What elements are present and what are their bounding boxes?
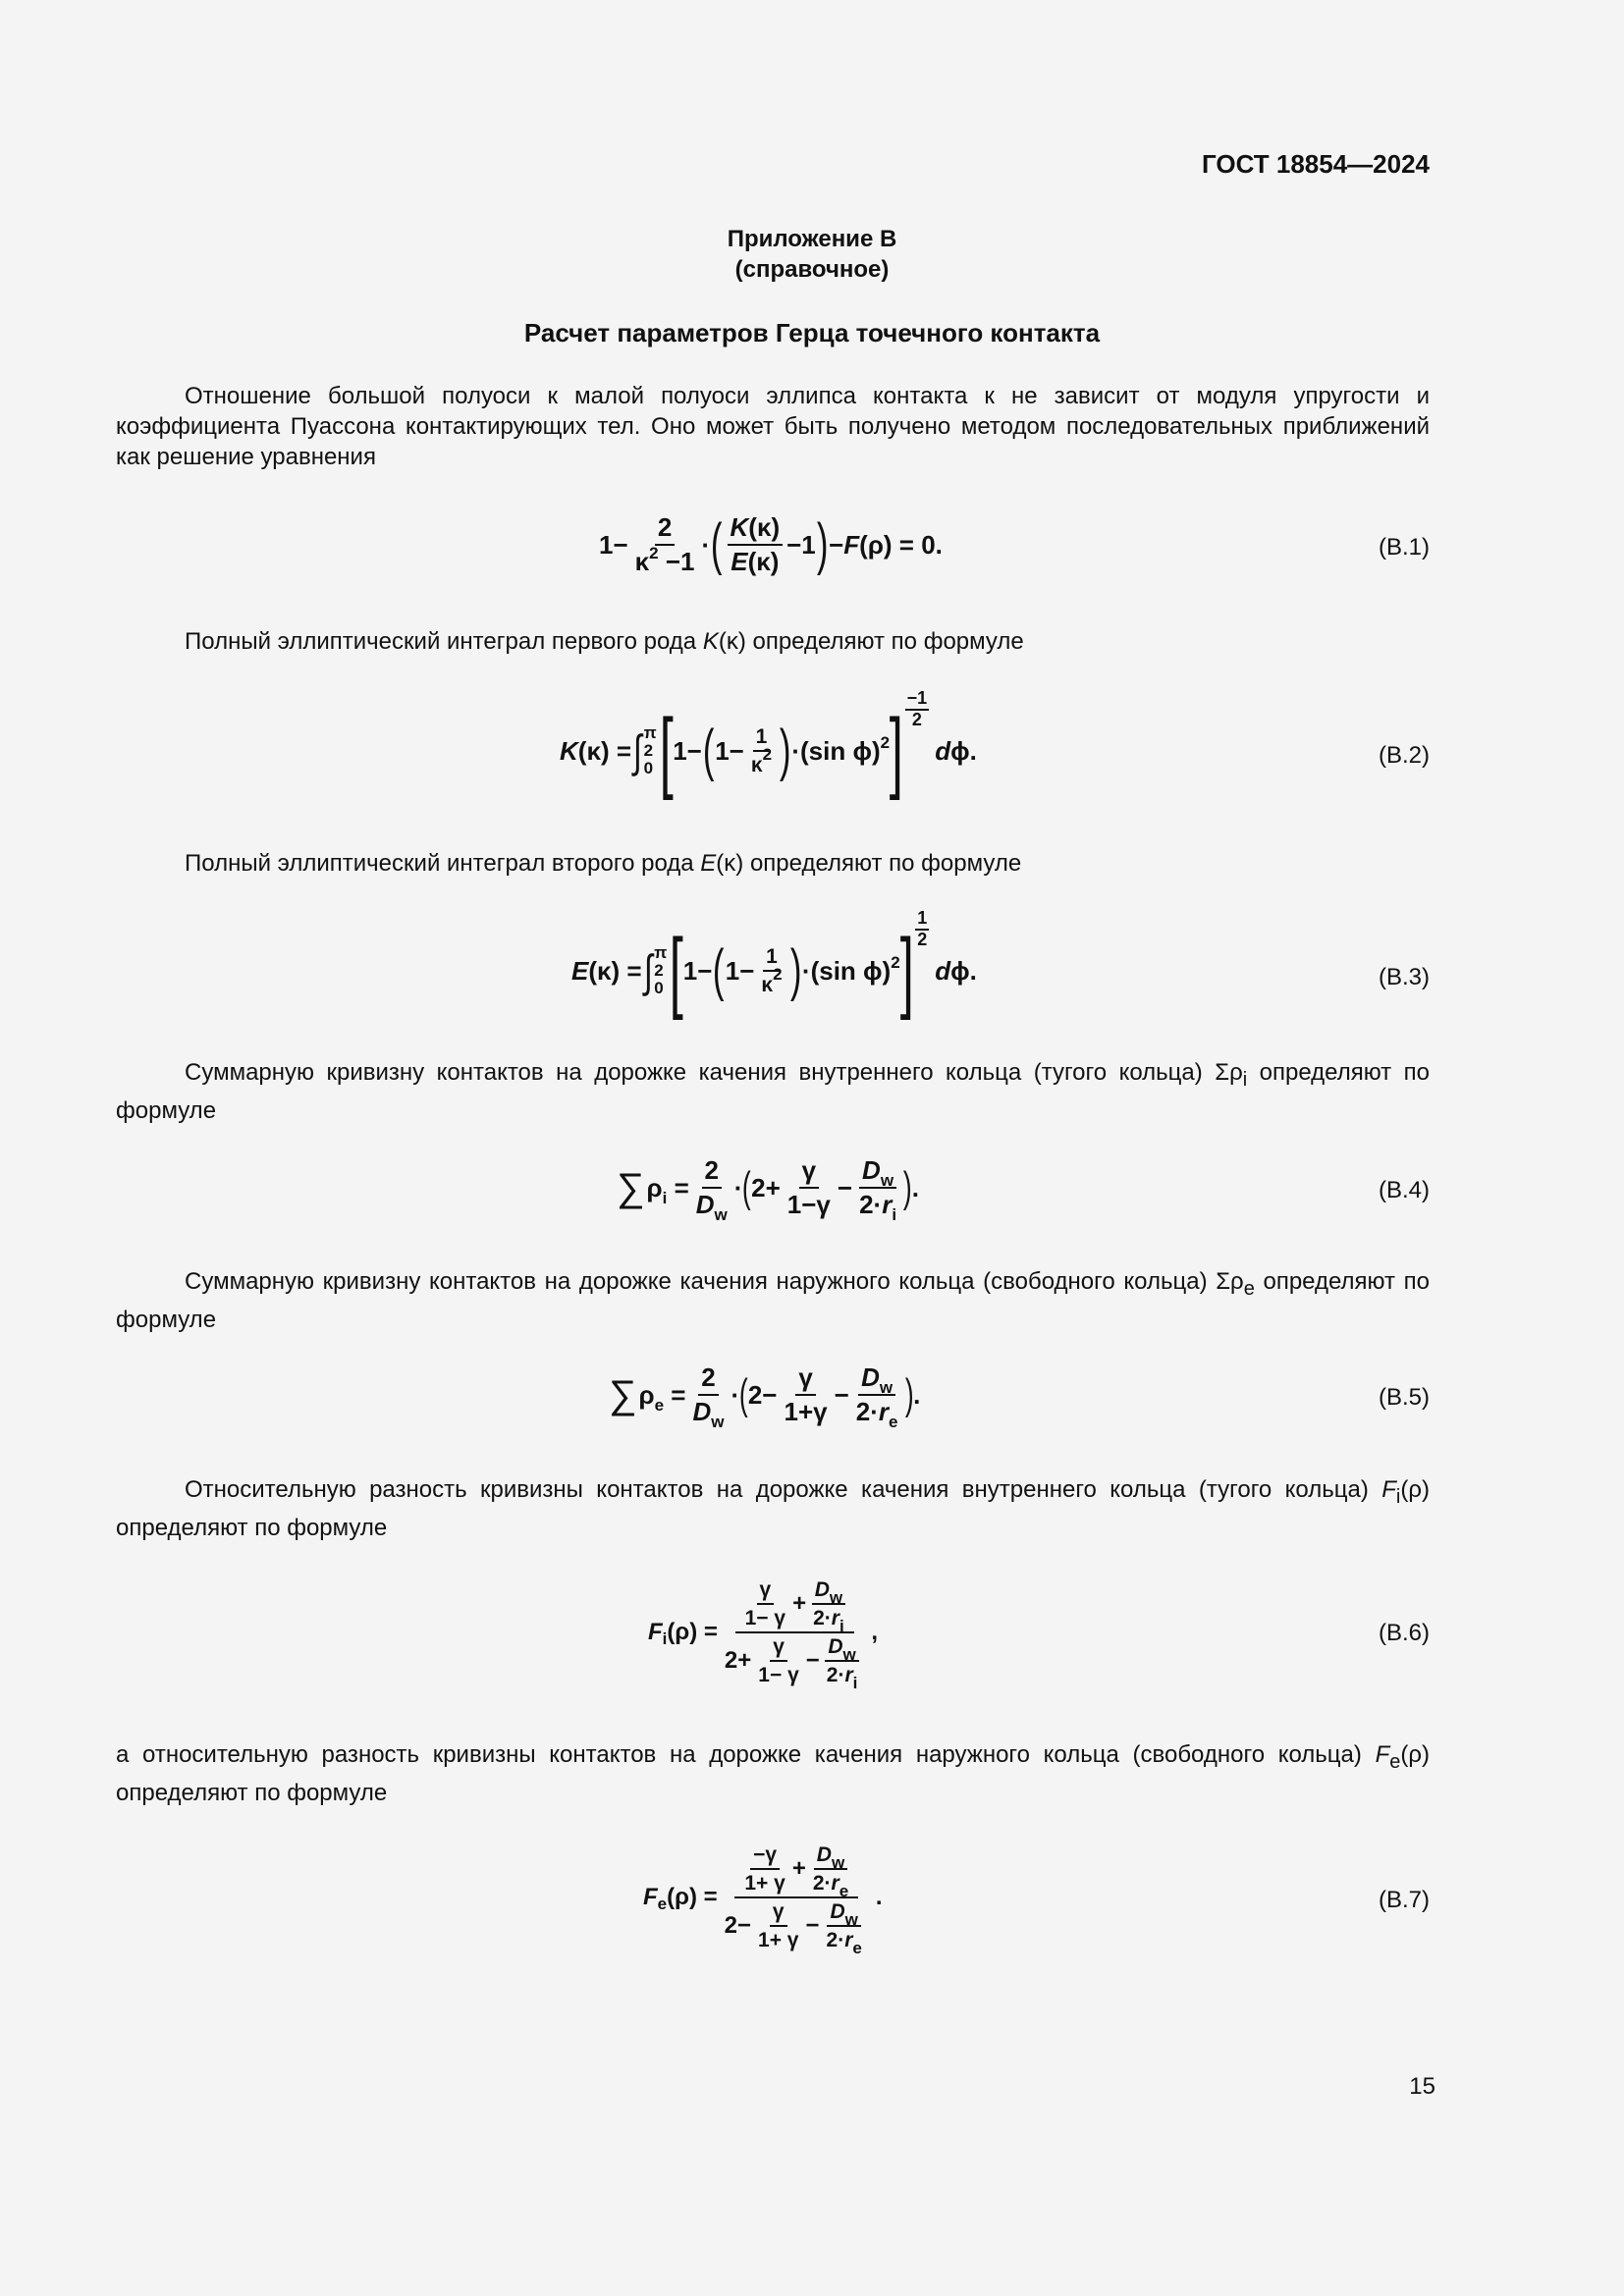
- equation-number: (В.4): [1378, 1177, 1430, 1203]
- paragraph-rel-diff-outer: а относительную разность кривизны контактов на дорожке качения наружного кольца (свободного кольца) $F_e(\rho)$ определяют по формуле: [116, 1741, 1430, 1806]
- equation-number: (В.7): [1378, 1887, 1430, 1913]
- paragraph-sum-curvature-outer: Суммарную кривизну контактов на дорожке качения наружного кольца (свободного кольца) $\Sigma\rho_e$ определяют по формуле: [116, 1268, 1430, 1333]
- paragraph-sum-curvature-inner: Суммарную кривизну контактов на дорожке качения внутреннего кольца (тугого кольца) $\Sigma\rho_i$ определяют по формуле: [116, 1059, 1430, 1124]
- formula-b1: 1− $\frac{2}{\kappa^2 -1}$ · ( $\frac{K(\kappa)}{E(\kappa)}$ −1 ) −F(ρ) = 0.: [599, 512, 943, 576]
- equation-number: (В.3): [1378, 964, 1430, 990]
- paragraph-rel-diff-inner: Относительную разность кривизны контактов на дорожке качения внутреннего кольца (тугого кольца) $F_i(\rho)$ определяют по формуле: [116, 1476, 1430, 1541]
- equation-number: (В.6): [1378, 1620, 1430, 1646]
- appendix-heading: [0, 224, 1624, 285]
- equation-number: (В.2): [1378, 742, 1430, 769]
- formula-b4: ∑ $\rho_i$ = $\frac{2}{D_w}$ · ( 2+ $\frac{\gamma}{1-\gamma}$ − $\frac{D_w}{2\cdot r_i}$ ) .: [617, 1155, 919, 1224]
- appendix-subtitle: (справочное): [734, 256, 890, 283]
- formula-b3: E (κ) = ∫ π 2 0 [ 1− ( 1− $\frac{1}{\kappa^2}$ ) ·(sin ϕ)$^2$ ] 1 2 d ϕ.: [571, 908, 977, 1021]
- section-title: Расчет параметров Герца точечного контакта: [523, 318, 1101, 347]
- page-number: 15: [1409, 2073, 1435, 2100]
- formula-b7: F e (ρ) = $\frac{-\gamma}{1+ \gamma}$ + $\frac{D_w}{2\cdot r_e}$ 2− $\frac{\gamma}{1+ \gamma}$ − $\frac{D_w}{2\cdot r_e}$ .: [643, 1842, 883, 1958]
- paragraph-e-integral: Полный эллиптический интеграл второго рода E(κ) определяют по формуле: [185, 850, 1022, 877]
- paragraph-intro: Отношение большой полуоси к малой полуоси эллипса контакта к не зависит от модуля упругости и коэффициента Пуассона контактирующих тел. Оно может быть получено методом последовательных приближений как решение уравнения: [116, 383, 1430, 470]
- equation-number: (В.5): [1378, 1384, 1430, 1411]
- paragraph-k-integral: Полный эллиптический интеграл первого рода K(κ) определяют по формуле: [185, 628, 1024, 655]
- formula-b2: K (κ) = ∫ π 2 0 [ 1− ( 1− $\frac{1}{\kappa^2}$ ) ·(sin ϕ)$^2$ ] −1 2 d ϕ.: [560, 688, 977, 801]
- formula-b5: ∑ $\rho_e$ = $\frac{2}{D_w}$ · ( 2− $\frac{\gamma}{1+\gamma}$ − $\frac{D_w}{2\cdot r_e}$ ) .: [609, 1362, 921, 1431]
- appendix-title: Приложение В: [727, 226, 897, 252]
- formula-b6: F i (ρ) = $\frac{\gamma}{1- \gamma}$ + $\frac{D_w}{2\cdot r_i}$ 2+ $\frac{\gamma}{1- \gamma}$ − $\frac{D_w}{2\cdot r_i}$ ,: [648, 1577, 879, 1693]
- standard-designation: ГОСТ 18854—2024: [1202, 149, 1430, 179]
- equation-number: (В.1): [1378, 534, 1430, 561]
